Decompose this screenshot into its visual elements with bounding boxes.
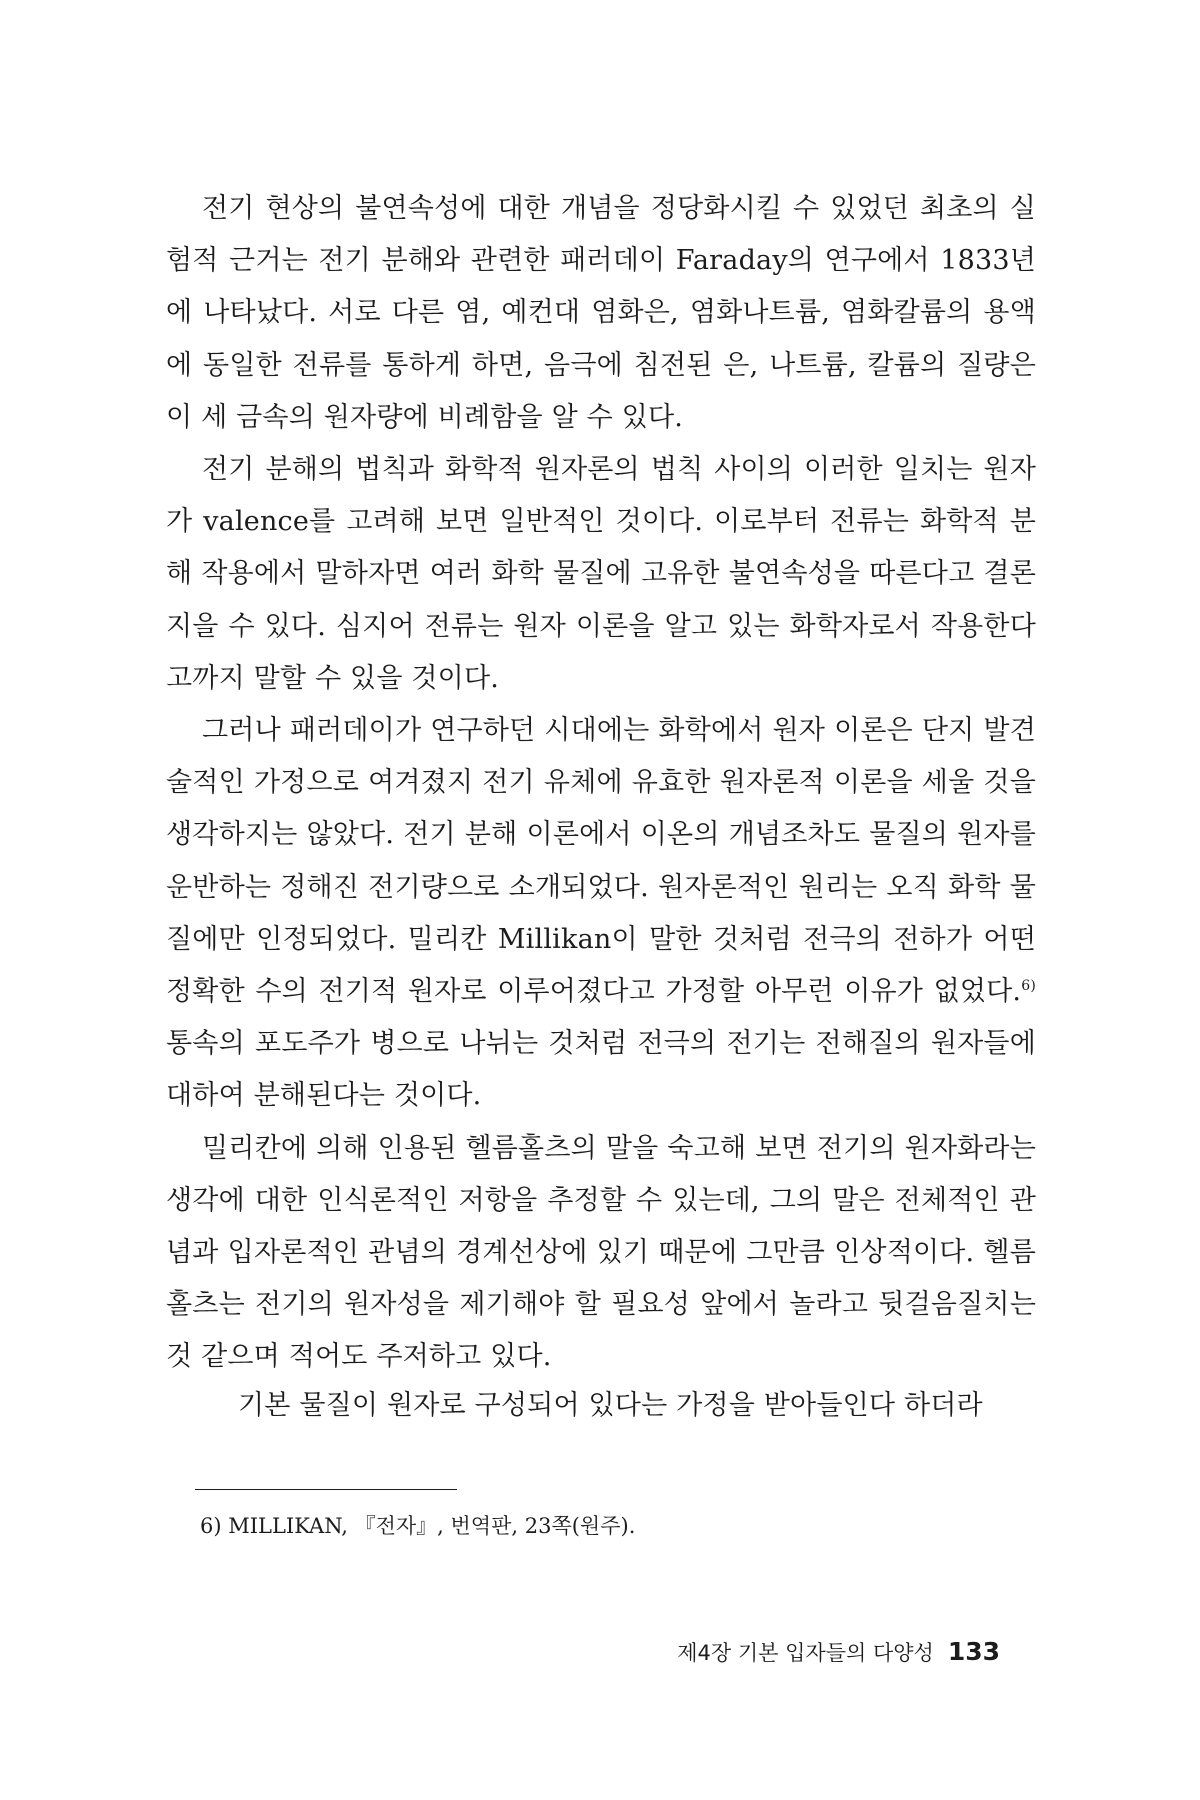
main-text xyxy=(166,183,1036,1384)
footnote-divider xyxy=(195,1489,457,1490)
paragraph: 밀리칸에 의해 인용된 헬름홀츠의 말을 숙고해 보면 전기의 원자화라는 생각에 대한 인식론적인 저항을 추정할 수 있는데, 그의 말은 전체적인 관념과 입자론적인 관념의 경계선상에 있기 때문에 그만큼 인상적이다. 헬름홀츠는 전기의 원자성을 제기해야 할 필요성 앞에서 놀라고 뒷걸음질치는 것 같으며 적어도 주저하고 있다. xyxy=(166,1132,1036,1373)
paragraph: 전기 분해의 법칙과 화학적 원자론의 법칙 사이의 이러한 일치는 원자가 valence를 고려해 보면 일반적인 것이다. 이로부터 전류는 화학적 분해 작용에서 말하자면 여러 화학 물질에 고유한 불연속성을 따른다고 결론지을 수 있다. 심지어 전류는 원자 이론을 알고 있는 화학자로서 작용한다고까지 말할 수 있을 것이다. xyxy=(166,454,1036,694)
paragraph-text-continued: 통속의 포도주가 병으로 나뉘는 것처럼 전극의 전기는 전해질의 원자들에 대하여 분해된다는 것이다. xyxy=(166,1028,1036,1112)
paragraph-text: 그러나 패러데이가 연구하던 시대에는 화학에서 원자 이론은 단지 발견술적인 가정으로 여겨졌지 전기 유체에 유효한 원자론적 이론을 세울 것을 생각하지는 않았다. 전기 분해 이론에서 이온의 개념조차도 물질의 원자를 운반하는 정해진 전기량으로 소개되었다. 원자론적인 원리는 오직 화학 물질에만 인정되었다. 밀리칸 Millikan이 말한 것처럼 전극의 전하가 어떤 정확한 수의 전기적 원자로 이루어졌다고 가정할 아무런 이유가 없었다. xyxy=(166,715,1036,1008)
page-number: 133 xyxy=(947,1637,1000,1666)
indented-quote-line: 기본 물질이 원자로 구성되어 있다는 가정을 받아들인다 하더라 xyxy=(238,1390,983,1421)
chapter-title: 제4장 기본 입자들의 다양성 xyxy=(677,1641,934,1665)
footnote: 6) MILLIKAN, 『전자』, 번역판, 23쪽(원주). xyxy=(200,1514,636,1538)
footnote-reference: 6) xyxy=(1021,978,1036,995)
paragraph xyxy=(166,705,1036,1123)
running-footer xyxy=(630,1637,1000,1668)
paragraph: 전기 현상의 불연속성에 대한 개념을 정당화시킬 수 있었던 최초의 실험적 근거는 전기 분해와 관련한 패러데이 Faraday의 연구에서 1833년에 나타났다. 서로 다른 염, 예컨대 염화은, 염화나트륨, 염화칼륨의 용액에 동일한 전류를 통하게 하면, 음극에 침전된 은, 나트륨, 칼륨의 질량은 이 세 금속의 원자량에 비례함을 알 수 있다. xyxy=(166,193,1036,433)
